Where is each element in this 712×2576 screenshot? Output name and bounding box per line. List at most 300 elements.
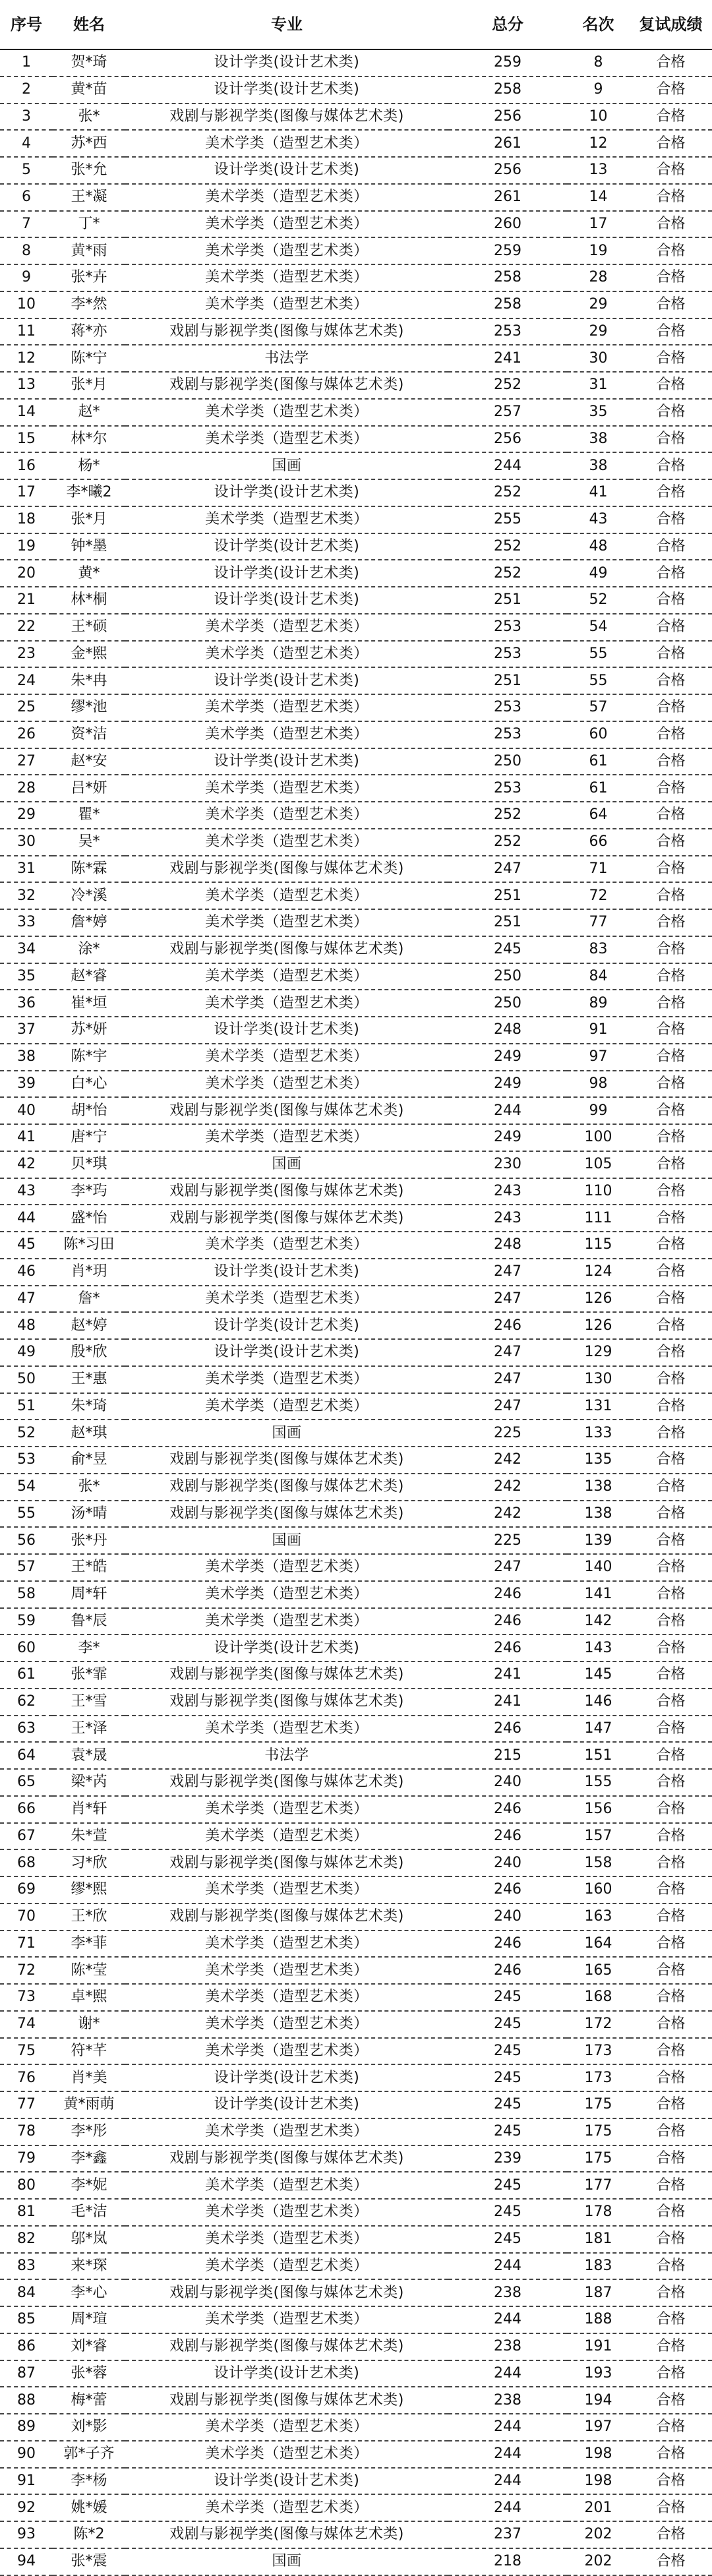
cell-result: 合格	[630, 641, 712, 668]
cell-major: 美术学类（造型艺术类）	[125, 2414, 448, 2441]
cell-name: 缪*池	[53, 694, 125, 721]
cell-major: 美术学类（造型艺术类）	[125, 264, 448, 291]
cell-result: 合格	[630, 2521, 712, 2548]
cell-score: 258	[448, 264, 567, 291]
cell-name: 贺*琦	[53, 49, 125, 76]
cell-no: 79	[0, 2145, 53, 2172]
cell-result: 合格	[630, 1742, 712, 1769]
cell-rank: 126	[567, 1286, 630, 1313]
cell-rank: 72	[567, 882, 630, 909]
cell-no: 70	[0, 1903, 53, 1931]
cell-no: 7	[0, 211, 53, 238]
cell-rank: 29	[567, 318, 630, 345]
cell-score: 257	[448, 399, 567, 426]
cell-result: 合格	[630, 1366, 712, 1393]
cell-result: 合格	[630, 1796, 712, 1823]
cell-name: 詹*	[53, 1286, 125, 1313]
table-row	[0, 2172, 712, 2199]
cell-result: 合格	[630, 104, 712, 131]
cell-rank: 168	[567, 1984, 630, 2011]
cell-score: 244	[448, 2468, 567, 2495]
cell-result: 合格	[630, 1903, 712, 1931]
cell-result: 合格	[630, 1501, 712, 1528]
cell-rank: 142	[567, 1608, 630, 1635]
cell-no: 94	[0, 2548, 53, 2575]
cell-rank: 141	[567, 1581, 630, 1608]
cell-major: 美术学类（造型艺术类）	[125, 775, 448, 802]
cell-result: 合格	[630, 721, 712, 748]
cell-no: 69	[0, 1876, 53, 1903]
cell-rank: 175	[567, 2091, 630, 2118]
cell-rank: 147	[567, 1716, 630, 1743]
table-row	[0, 1716, 712, 1743]
cell-rank: 155	[567, 1769, 630, 1796]
cell-no: 37	[0, 1017, 53, 1044]
table-row	[0, 1769, 712, 1796]
cell-major: 美术学类（造型艺术类）	[125, 506, 448, 533]
cell-no: 27	[0, 748, 53, 775]
cell-major: 美术学类（造型艺术类）	[125, 1581, 448, 1608]
cell-major: 设计学类(设计艺术类)	[125, 76, 448, 104]
cell-score: 244	[448, 1097, 567, 1124]
table-row	[0, 1178, 712, 1205]
cell-score: 256	[448, 157, 567, 184]
cell-score: 245	[448, 2038, 567, 2065]
cell-no: 41	[0, 1124, 53, 1151]
cell-no: 90	[0, 2441, 53, 2468]
cell-rank: 61	[567, 775, 630, 802]
cell-rank: 133	[567, 1420, 630, 1447]
cell-rank: 124	[567, 1259, 630, 1286]
cell-no: 2	[0, 76, 53, 104]
cell-no: 38	[0, 1044, 53, 1071]
cell-no: 4	[0, 130, 53, 157]
cell-major: 美术学类（造型艺术类）	[125, 1366, 448, 1393]
cell-name: 周*瑄	[53, 2306, 125, 2333]
cell-name: 赵*婷	[53, 1312, 125, 1339]
table-row	[0, 104, 712, 131]
cell-name: 张*蓉	[53, 2360, 125, 2387]
cell-name: 张*震	[53, 2548, 125, 2575]
cell-rank: 10	[567, 104, 630, 131]
cell-score: 246	[448, 1716, 567, 1743]
cell-no: 11	[0, 318, 53, 345]
cell-name: 汤*晴	[53, 1501, 125, 1528]
cell-major: 戏剧与影视学类(图像与媒体艺术类)	[125, 2279, 448, 2306]
table-row	[0, 506, 712, 533]
cell-major: 美术学类（造型艺术类）	[125, 426, 448, 453]
cell-result: 合格	[630, 909, 712, 936]
cell-rank: 49	[567, 560, 630, 587]
cell-rank: 91	[567, 1017, 630, 1044]
cell-major: 美术学类（造型艺术类）	[125, 211, 448, 238]
cell-rank: 98	[567, 1071, 630, 1098]
table-row	[0, 775, 712, 802]
cell-score: 251	[448, 667, 567, 694]
cell-score: 246	[448, 1957, 567, 1984]
cell-score: 244	[448, 2306, 567, 2333]
cell-name: 陈*宁	[53, 345, 125, 372]
table-row	[0, 2091, 712, 2118]
cell-name: 赵*睿	[53, 963, 125, 990]
cell-no: 1	[0, 49, 53, 76]
cell-result: 合格	[630, 856, 712, 883]
cell-major: 美术学类（造型艺术类）	[125, 1044, 448, 1071]
cell-result: 合格	[630, 1259, 712, 1286]
cell-result: 合格	[630, 157, 712, 184]
cell-score: 225	[448, 1527, 567, 1554]
cell-major: 戏剧与影视学类(图像与媒体艺术类)	[125, 2333, 448, 2360]
cell-result: 合格	[630, 2414, 712, 2441]
cell-result: 合格	[630, 560, 712, 587]
cell-no: 66	[0, 1796, 53, 1823]
cell-no: 18	[0, 506, 53, 533]
table-row	[0, 1124, 712, 1151]
cell-result: 合格	[630, 2145, 712, 2172]
cell-major: 美术学类（造型艺术类）	[125, 2306, 448, 2333]
table-row	[0, 936, 712, 963]
cell-rank: 173	[567, 2038, 630, 2065]
cell-name: 黄*	[53, 560, 125, 587]
table-row	[0, 1662, 712, 1689]
cell-major: 戏剧与影视学类(图像与媒体艺术类)	[125, 2521, 448, 2548]
cell-rank: 52	[567, 587, 630, 614]
cell-major: 美术学类（造型艺术类）	[125, 694, 448, 721]
cell-no: 47	[0, 1286, 53, 1313]
cell-no: 73	[0, 1984, 53, 2011]
cell-no: 5	[0, 157, 53, 184]
cell-score: 252	[448, 802, 567, 829]
cell-no: 25	[0, 694, 53, 721]
cell-major: 美术学类（造型艺术类）	[125, 2038, 448, 2065]
cell-rank: 151	[567, 1742, 630, 1769]
cell-no: 32	[0, 882, 53, 909]
table-row	[0, 1823, 712, 1850]
cell-score: 246	[448, 1581, 567, 1608]
cell-result: 合格	[630, 1581, 712, 1608]
cell-rank: 12	[567, 130, 630, 157]
cell-no: 60	[0, 1634, 53, 1662]
cell-result: 合格	[630, 1849, 712, 1876]
cell-rank: 13	[567, 157, 630, 184]
cell-result: 合格	[630, 1339, 712, 1366]
cell-result: 合格	[630, 2226, 712, 2253]
cell-score: 256	[448, 104, 567, 131]
table-row	[0, 1501, 712, 1528]
cell-major: 美术学类（造型艺术类）	[125, 1796, 448, 1823]
cell-result: 合格	[630, 2333, 712, 2360]
table-row	[0, 184, 712, 211]
cell-rank: 145	[567, 1662, 630, 1689]
cell-score: 244	[448, 2414, 567, 2441]
cell-score: 252	[448, 533, 567, 560]
cell-name: 朱*萱	[53, 1823, 125, 1850]
cell-name: 黄*雨萌	[53, 2091, 125, 2118]
cell-major: 美术学类（造型艺术类）	[125, 1071, 448, 1098]
cell-rank: 135	[567, 1447, 630, 1474]
cell-name: 李*	[53, 1634, 125, 1662]
cell-score: 253	[448, 775, 567, 802]
cell-rank: 97	[567, 1044, 630, 1071]
cell-major: 美术学类（造型艺术类）	[125, 882, 448, 909]
cell-score: 245	[448, 2118, 567, 2145]
table-row	[0, 345, 712, 372]
cell-score: 252	[448, 372, 567, 399]
cell-name: 张*卉	[53, 264, 125, 291]
cell-major: 戏剧与影视学类(图像与媒体艺术类)	[125, 1097, 448, 1124]
cell-rank: 38	[567, 452, 630, 479]
table-row	[0, 1554, 712, 1581]
cell-result: 合格	[630, 990, 712, 1017]
table-row	[0, 1984, 712, 2011]
cell-no: 72	[0, 1957, 53, 1984]
cell-no: 46	[0, 1259, 53, 1286]
cell-major: 设计学类(设计艺术类)	[125, 1259, 448, 1286]
cell-major: 美术学类（造型艺术类）	[125, 2199, 448, 2226]
cell-score: 250	[448, 990, 567, 1017]
cell-no: 22	[0, 614, 53, 641]
cell-major: 戏剧与影视学类(图像与媒体艺术类)	[125, 936, 448, 963]
table-row	[0, 1312, 712, 1339]
cell-name: 杨*	[53, 452, 125, 479]
cell-result: 合格	[630, 1232, 712, 1259]
table-row	[0, 49, 712, 76]
table-row	[0, 1017, 712, 1044]
cell-result: 合格	[630, 2011, 712, 2038]
cell-major: 戏剧与影视学类(图像与媒体艺术类)	[125, 1769, 448, 1796]
cell-score: 245	[448, 1984, 567, 2011]
cell-rank: 164	[567, 1931, 630, 1958]
cell-name: 肖*美	[53, 2064, 125, 2091]
cell-rank: 143	[567, 1634, 630, 1662]
cell-no: 19	[0, 533, 53, 560]
cell-result: 合格	[630, 1876, 712, 1903]
cell-no: 63	[0, 1716, 53, 1743]
cell-result: 合格	[630, 1044, 712, 1071]
cell-major: 设计学类(设计艺术类)	[125, 2064, 448, 2091]
table-row	[0, 2118, 712, 2145]
cell-major: 国画	[125, 1420, 448, 1447]
cell-name: 周*轩	[53, 1581, 125, 1608]
cell-name: 李*心	[53, 2279, 125, 2306]
cell-rank: 139	[567, 1527, 630, 1554]
cell-major: 美术学类（造型艺术类）	[125, 2441, 448, 2468]
cell-rank: 193	[567, 2360, 630, 2387]
cell-no: 61	[0, 1662, 53, 1689]
table-row	[0, 1393, 712, 1420]
table-row	[0, 264, 712, 291]
cell-result: 合格	[630, 1017, 712, 1044]
cell-result: 合格	[630, 533, 712, 560]
cell-name: 苏*西	[53, 130, 125, 157]
table-row	[0, 2226, 712, 2253]
cell-major: 戏剧与影视学类(图像与媒体艺术类)	[125, 1205, 448, 1232]
cell-score: 244	[448, 2360, 567, 2387]
table-row	[0, 1903, 712, 1931]
cell-no: 8	[0, 237, 53, 264]
cell-name: 陈*习田	[53, 1232, 125, 1259]
cell-result: 合格	[630, 2038, 712, 2065]
table-row	[0, 1205, 712, 1232]
cell-score: 247	[448, 1366, 567, 1393]
cell-score: 245	[448, 2064, 567, 2091]
cell-major: 国画	[125, 452, 448, 479]
cell-result: 合格	[630, 2548, 712, 2575]
cell-name: 王*凝	[53, 184, 125, 211]
cell-major: 美术学类（造型艺术类）	[125, 1286, 448, 1313]
cell-score: 247	[448, 856, 567, 883]
cell-name: 钟*墨	[53, 533, 125, 560]
cell-name: 冷*溪	[53, 882, 125, 909]
cell-result: 合格	[630, 1716, 712, 1743]
cell-result: 合格	[630, 399, 712, 426]
cell-name: 陈*莹	[53, 1957, 125, 1984]
cell-name: 梅*蕾	[53, 2387, 125, 2414]
cell-no: 88	[0, 2387, 53, 2414]
cell-rank: 38	[567, 426, 630, 453]
cell-name: 王*皓	[53, 1554, 125, 1581]
table-row	[0, 2548, 712, 2575]
cell-no: 85	[0, 2306, 53, 2333]
cell-no: 29	[0, 802, 53, 829]
table-row	[0, 237, 712, 264]
cell-name: 张*	[53, 104, 125, 131]
cell-score: 240	[448, 1849, 567, 1876]
cell-name: 吕*妍	[53, 775, 125, 802]
table-row	[0, 372, 712, 399]
cell-result: 合格	[630, 479, 712, 506]
cell-major: 美术学类（造型艺术类）	[125, 1984, 448, 2011]
cell-no: 28	[0, 775, 53, 802]
cell-rank: 57	[567, 694, 630, 721]
cell-major: 设计学类(设计艺术类)	[125, 533, 448, 560]
table-row	[0, 1259, 712, 1286]
cell-score: 260	[448, 211, 567, 238]
cell-rank: 64	[567, 802, 630, 829]
cell-name: 赵*琪	[53, 1420, 125, 1447]
cell-rank: 77	[567, 909, 630, 936]
cell-score: 253	[448, 318, 567, 345]
cell-result: 合格	[630, 1527, 712, 1554]
cell-name: 黄*苗	[53, 76, 125, 104]
cell-score: 253	[448, 641, 567, 668]
cell-rank: 66	[567, 829, 630, 856]
cell-result: 合格	[630, 2172, 712, 2199]
cell-major: 戏剧与影视学类(图像与媒体艺术类)	[125, 2145, 448, 2172]
table-row	[0, 1420, 712, 1447]
cell-result: 合格	[630, 2360, 712, 2387]
cell-name: 王*硕	[53, 614, 125, 641]
cell-rank: 14	[567, 184, 630, 211]
cell-major: 美术学类（造型艺术类）	[125, 1876, 448, 1903]
cell-major: 美术学类（造型艺术类）	[125, 2172, 448, 2199]
cell-no: 20	[0, 560, 53, 587]
cell-no: 67	[0, 1823, 53, 1850]
cell-name: 习*欣	[53, 1849, 125, 1876]
cell-result: 合格	[630, 130, 712, 157]
cell-name: 谢*	[53, 2011, 125, 2038]
cell-result: 合格	[630, 291, 712, 318]
cell-major: 美术学类（造型艺术类）	[125, 1554, 448, 1581]
cell-major: 戏剧与影视学类(图像与媒体艺术类)	[125, 1662, 448, 1689]
table-row	[0, 2306, 712, 2333]
cell-name: 张*	[53, 1474, 125, 1501]
cell-rank: 99	[567, 1097, 630, 1124]
cell-major: 美术学类（造型艺术类）	[125, 1931, 448, 1958]
cell-rank: 202	[567, 2548, 630, 2575]
cell-no: 35	[0, 963, 53, 990]
cell-major: 设计学类(设计艺术类)	[125, 2091, 448, 2118]
cell-no: 9	[0, 264, 53, 291]
cell-no: 39	[0, 1071, 53, 1098]
cell-result: 合格	[630, 2199, 712, 2226]
cell-score: 253	[448, 694, 567, 721]
cell-no: 16	[0, 452, 53, 479]
cell-rank: 188	[567, 2306, 630, 2333]
cell-no: 86	[0, 2333, 53, 2360]
cell-result: 合格	[630, 2118, 712, 2145]
cell-major: 戏剧与影视学类(图像与媒体艺术类)	[125, 1689, 448, 1716]
cell-rank: 28	[567, 264, 630, 291]
cell-score: 247	[448, 1393, 567, 1420]
cell-score: 243	[448, 1205, 567, 1232]
cell-rank: 165	[567, 1957, 630, 1984]
cell-score: 251	[448, 882, 567, 909]
cell-score: 238	[448, 2387, 567, 2414]
table-row	[0, 130, 712, 157]
cell-major: 设计学类(设计艺术类)	[125, 748, 448, 775]
table-row	[0, 1447, 712, 1474]
cell-score: 252	[448, 829, 567, 856]
cell-result: 合格	[630, 667, 712, 694]
cell-major: 国画	[125, 2548, 448, 2575]
cell-score: 245	[448, 2226, 567, 2253]
cell-major: 设计学类(设计艺术类)	[125, 49, 448, 76]
cell-score: 258	[448, 76, 567, 104]
cell-score: 238	[448, 2279, 567, 2306]
cell-name: 郭*子齐	[53, 2441, 125, 2468]
table-row	[0, 2279, 712, 2306]
cell-major: 美术学类（造型艺术类）	[125, 1716, 448, 1743]
cell-rank: 173	[567, 2064, 630, 2091]
cell-name: 来*琛	[53, 2253, 125, 2280]
table-row	[0, 587, 712, 614]
cell-score: 249	[448, 1044, 567, 1071]
cell-rank: 181	[567, 2226, 630, 2253]
cell-rank: 84	[567, 963, 630, 990]
cell-major: 戏剧与影视学类(图像与媒体艺术类)	[125, 318, 448, 345]
cell-score: 225	[448, 1420, 567, 1447]
cell-result: 合格	[630, 2279, 712, 2306]
cell-score: 261	[448, 184, 567, 211]
cell-result: 合格	[630, 1312, 712, 1339]
table-row	[0, 2011, 712, 2038]
table-row	[0, 1071, 712, 1098]
cell-score: 245	[448, 2199, 567, 2226]
cell-result: 合格	[630, 2494, 712, 2521]
cell-score: 252	[448, 560, 567, 587]
cell-score: 248	[448, 1017, 567, 1044]
cell-major: 戏剧与影视学类(图像与媒体艺术类)	[125, 856, 448, 883]
cell-result: 合格	[630, 318, 712, 345]
cell-no: 55	[0, 1501, 53, 1528]
cell-name: 金*熙	[53, 641, 125, 668]
cell-rank: 61	[567, 748, 630, 775]
cell-name: 刘*影	[53, 2414, 125, 2441]
cell-rank: 115	[567, 1232, 630, 1259]
cell-name: 张*允	[53, 157, 125, 184]
cell-result: 合格	[630, 1474, 712, 1501]
